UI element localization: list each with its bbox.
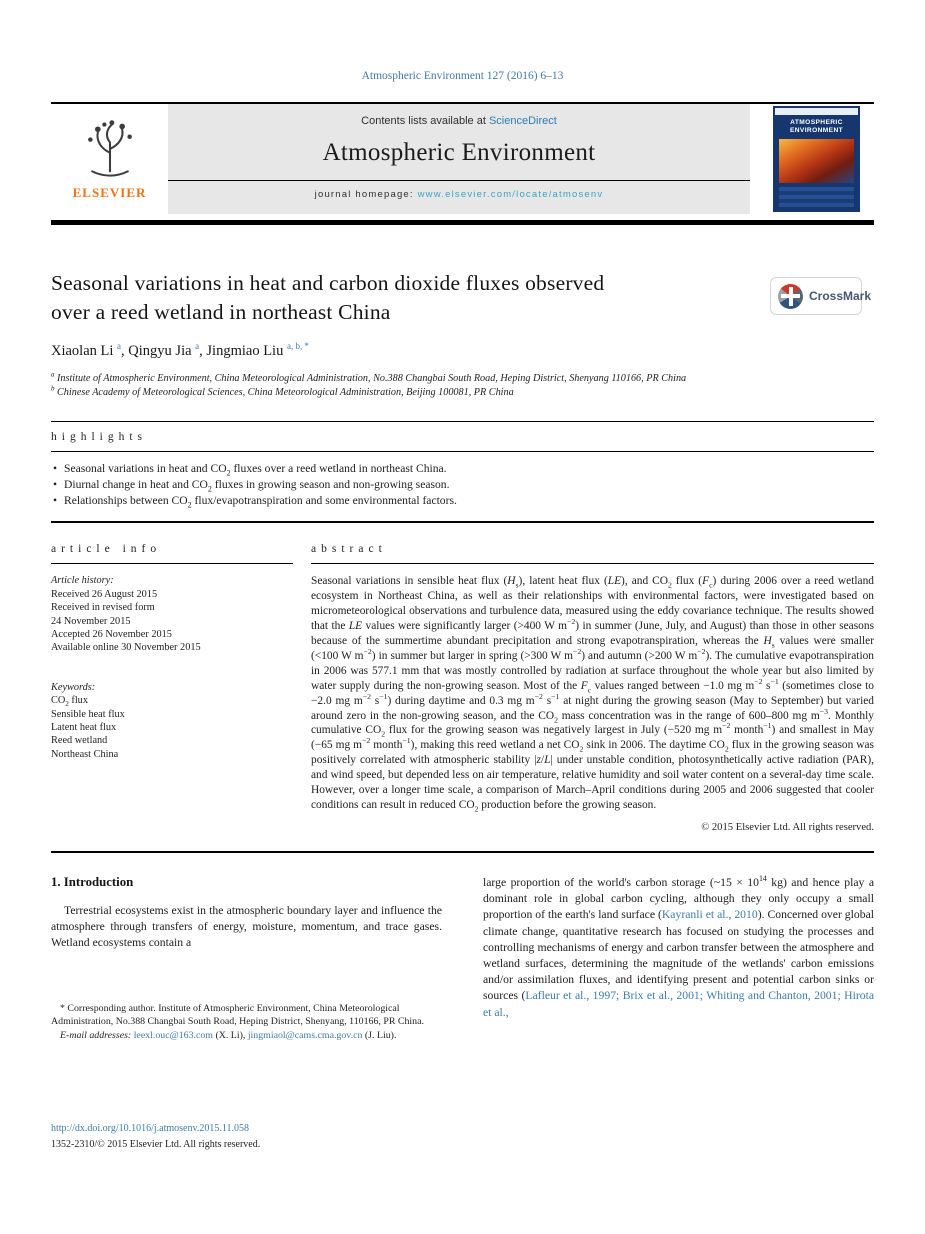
affiliation-b: $^b$ Chinese Academy of Meteorological Sciences, China Meteorological Administration, Beijing 100081, PR China	[51, 385, 514, 398]
article-info-column	[51, 543, 293, 833]
author-list: Xiaolan Li $^a$, Qingyu Jia $^a$, Jingmiao Liu $^{a, b, *}$	[51, 341, 309, 359]
elsevier-wordmark: ELSEVIER	[72, 185, 147, 200]
history-line: Accepted 26 November 2015	[51, 629, 172, 641]
publication-identifiers	[51, 1122, 260, 1152]
cover-title-line2: ENVIRONMENT	[789, 127, 844, 134]
highlights-heading: highlights	[51, 431, 148, 443]
cover-top-strip	[775, 108, 858, 115]
highlights-bottom-rule	[51, 521, 874, 523]
journal-title: Atmospheric Environment	[322, 139, 596, 166]
article-info-rule	[51, 563, 293, 564]
elsevier-logo[interactable]	[51, 104, 168, 214]
citation-link[interactable]: Lafleur et al., 1997; Brix et al., 2001; Whiting and Chanton, 2001; Hirota et al.,	[483, 989, 875, 1019]
introduction-heading: 1. Introduction	[51, 874, 134, 889]
header-bottom-rule	[51, 220, 874, 225]
citation-link[interactable]: Kayranli et al., 2010	[661, 908, 758, 922]
affiliations	[51, 372, 874, 399]
banner-divider-rule	[168, 180, 750, 181]
history-line: Received in revised form	[51, 602, 155, 614]
homepage-label: journal homepage:	[314, 189, 414, 200]
abstract-heading: abstract	[311, 543, 387, 556]
affiliation-a: $^a$ Institute of Atmospheric Environment, China Meteorological Administration, No.388 Changbai South Road, Heping District, Shenyang 110166, PR China	[51, 371, 687, 384]
corresponding-author-note: * Corresponding author. Institute of Atmospheric Environment, China Meteorological Administration, No.388 Changbai South Road, Heping District, Shenyang, 110166, PR China.	[51, 1002, 424, 1027]
author-affil-ref[interactable]: a	[117, 341, 122, 352]
keywords-label: Keywords:	[51, 681, 96, 693]
journal-citation-header: Atmospheric Environment 127 (2016) 6–13	[361, 70, 564, 82]
cover-title-line1: ATMOSPHERIC	[790, 119, 843, 126]
highlights-section	[51, 421, 874, 523]
keyword: Sensible heat flux	[51, 708, 125, 720]
keyword: Reed wetland	[51, 735, 108, 747]
email-addresses-note: E-mail addresses: leexl.ouc@163.com (X. Li), jingmiaol@cams.cma.gov.cn (J. Liu).	[60, 1029, 397, 1041]
article-body	[51, 875, 874, 1042]
cover-title	[775, 115, 858, 135]
sciencedirect-link[interactable]: ScienceDirect	[488, 115, 557, 127]
journal-header	[51, 102, 874, 225]
abstract-text: Seasonal variations in sensible heat flux $(H_s)$, latent heat flux (LE), and $CO_2$ flux $(F_c)$ during 2006 over a reed wetland ecosystem in Northeast China, as well as their relationships with environmental factors, were investigated based on micrometeorological observations and turbulence data, measured using the eddy covariance technique. The results showed that the LE values were significantly larger (>400 W $m^{-2}$) in summer (June, July, and August) than those in other seasons because of the summertime abundant precipitation and strong evapotranspiration, whereas the $H_s$ values were smaller (<100 W $m^{-2}$) in summer but larger in spring (>300 W $m^{-2}$) and autumn (>200 W $m^{-2}$). The cumulative evapotranspiration in 2006 was 577.1 mm that was mostly controlled by radiation at surface throughout the whole year but also limited by water supply during the non-growing season. Most of the $F_c$ values ranged between −1.0 mg $m^{-2}$ $s^{-1}$ (sometimes close to −2.0 mg $m^{-2}$ $s^{-1}$) during daytime and 0.3 mg $m^{-2}$ $s^{-1}$ at night during the growing season (May to September) but varied around zero in the non-growing season, and the $CO_2$ mass concentration was in the range of 600–800 mg $m^{-3}$. Monthly cumulative $CO_2$ flux for the growing season was negatively largest in July (−520 mg $m^{-2}$ month$^{-1}$) and smallest in May (−65 mg $m^{-2}$ month$^{-1}$), making this reed wetland a net $CO_2$ sink in 2006. The daytime $CO_2$ flux in the growing season was positively correlated with atmospheric stability |z/L| under unstable condition, photosynthetically active radiation (PAR), and wind speed, but depended less on air temperature, relative humidity and soil water content on a several-day time scale. However, over a longer time scale, a comparison of March–April conditions during 2005 and 2006 suggested that cooler conditions can result in reduced $CO_2$ production before the growing season.	[311, 575, 875, 814]
contents-line	[168, 115, 750, 127]
elsevier-tree-icon	[81, 117, 139, 184]
info-abstract-section	[51, 543, 874, 833]
highlight-item: • Seasonal variations in heat and $CO_2$ fluxes over a reed wetland in northeast China.	[51, 461, 874, 477]
email-link[interactable]: leexl.ouc@163.com	[133, 1029, 213, 1041]
history-line: Received 26 August 2015	[51, 588, 158, 600]
homepage-line	[168, 189, 750, 200]
body-right-column	[483, 875, 874, 1042]
introduction-paragraph-continued: large proportion of the world's carbon storage (~15 × $10^{14}$ kg) and hence play a dominant role in global carbon cycling, although they only occupy a small proportion of the earth's land surface (Kayranli et al., 2010). Concerned over global climate change, quantitative research has focused on studying the processes and controlling mechanisms of energy and carbon transfer between the atmosphere and wetland surfaces, determining the magnitude of the wetlands' carbon emissions and/or assimilation fluxes, and identifying present and potential carbon sinks or sources (Lafleur et al., 1997; Brix et al., 2001; Whiting and Chanton, 2001; Hirota et al.,	[483, 874, 875, 1019]
journal-banner	[168, 104, 750, 214]
history-line: 24 November 2015	[51, 615, 131, 627]
contents-prefix: Contents lists available at	[361, 115, 486, 127]
crossmark-badge[interactable]	[770, 277, 872, 315]
copyright-line: © 2015 Elsevier Ltd. All rights reserved.	[701, 821, 874, 833]
section-divider-rule	[51, 851, 874, 853]
highlight-item: • Relationships between $CO_2$ flux/evapotranspiration and some environmental factors.	[51, 493, 874, 509]
crossmark-label: CrossMark	[809, 289, 872, 303]
article-title: Seasonal variations in heat and carbon dioxide fluxes observed over a reed wetland in northeast China	[51, 271, 605, 324]
email-link[interactable]: jingmiaol@cams.cma.gov.cn	[247, 1029, 363, 1041]
body-left-column	[51, 875, 442, 1042]
keyword: Northeast China	[51, 748, 119, 760]
footnote	[51, 1002, 442, 1043]
cover-image	[779, 139, 854, 183]
homepage-url-link[interactable]: www.elsevier.com/locate/atmosenv	[417, 189, 604, 200]
history-line: Available online 30 November 2015	[51, 642, 201, 654]
author-affil-ref[interactable]: a, b, *	[286, 341, 309, 352]
keyword: Latent heat flux	[51, 722, 117, 734]
crossmark-icon	[778, 284, 803, 309]
journal-cover-thumbnail[interactable]	[773, 106, 860, 212]
highlight-item: • Diurnal change in heat and $CO_2$ fluxes in growing season and non-growing season.	[51, 477, 874, 493]
abstract-column	[311, 543, 874, 833]
abstract-rule	[311, 563, 874, 564]
keyword: $CO_2$ flux	[51, 695, 88, 709]
author-affil-ref[interactable]: a	[195, 341, 200, 352]
history-label: Article history:	[51, 575, 114, 587]
cover-footer-art	[779, 187, 854, 207]
issn-copyright-line: 1352-2310/© 2015 Elsevier Ltd. All rights reserved.	[51, 1139, 261, 1150]
doi-link[interactable]: http://dx.doi.org/10.1016/j.atmosenv.2015.11.058	[51, 1123, 249, 1134]
introduction-paragraph: Terrestrial ecosystems exist in the atmospheric boundary layer and influence the atmosphere through transfers of energy, moisture, momentum, and trace gases. Wetland ecosystems contain a	[51, 903, 442, 950]
article-info-heading: article info	[51, 543, 162, 556]
